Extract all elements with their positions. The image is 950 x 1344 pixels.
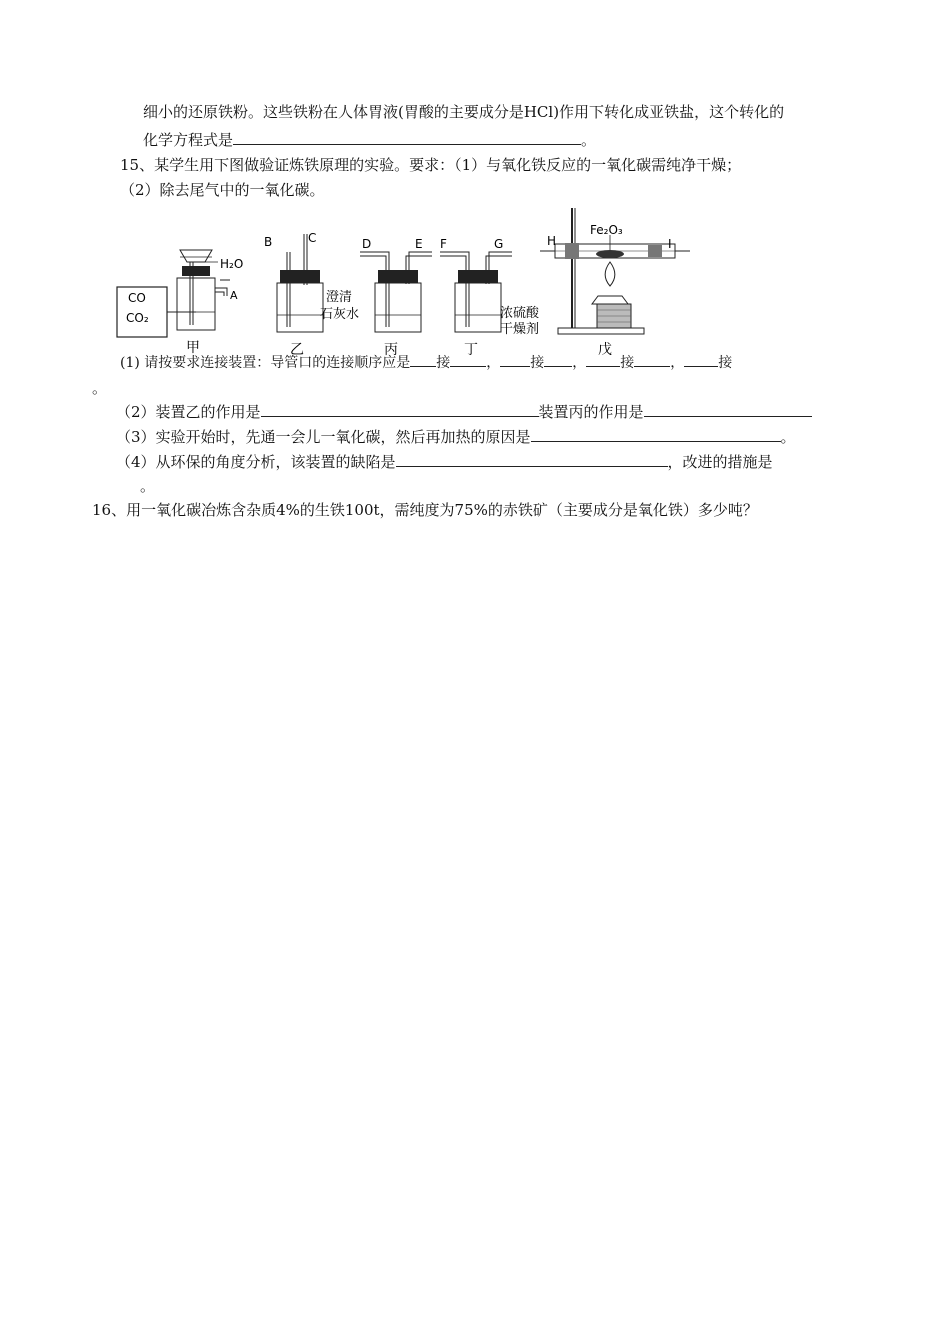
- gas-co-label: CO: [128, 291, 146, 305]
- port-h-label: H: [547, 234, 557, 248]
- q15-sub1-comma-1: ，: [486, 355, 501, 371]
- q15-sub1-end: 。: [92, 379, 108, 397]
- q15-sub2-blank-a[interactable]: [261, 402, 539, 417]
- q15-sub1-blank-1[interactable]: [410, 352, 436, 367]
- q15-sub1-line: [120, 352, 732, 373]
- q15-sub1-blank-4[interactable]: [544, 352, 572, 367]
- q14-line2-prefix: 化学方程式是: [143, 131, 234, 149]
- q14-answer-blank[interactable]: [233, 130, 581, 145]
- q15-sub1-blank-5[interactable]: [586, 352, 620, 367]
- port-c-label: C: [308, 231, 317, 245]
- port-f-label: F: [440, 237, 447, 251]
- q16-text: 16、用一氧化碳冶炼含杂质4%的生铁100t，需纯度为75%的赤铁矿（主要成分是氧化铁）多少吨？: [92, 501, 758, 519]
- q15-sub4-label-a: （4）从环保的角度分析，该装置的缺陷是: [116, 453, 396, 471]
- q15-intro-line1: 15、某学生用下图做验证炼铁原理的实验。要求：（1）与氧化铁反应的一氧化碳需纯净干燥；: [120, 156, 742, 174]
- q15-sub1-jie-4: 接: [718, 355, 733, 371]
- label-wu: 戊: [598, 342, 612, 358]
- q15-sub3-blank[interactable]: [531, 427, 781, 442]
- q15-sub4-line: [116, 452, 773, 472]
- label-bing: 丙: [384, 342, 398, 358]
- q15-sub1-blank-7[interactable]: [684, 352, 718, 367]
- q15-sub4-blank[interactable]: [396, 452, 668, 467]
- port-b-label: B: [264, 235, 273, 249]
- q14-line2-suffix: 。: [581, 131, 597, 149]
- q15-sub1-blank-6[interactable]: [634, 352, 670, 367]
- q15-sub3-end: 。: [780, 428, 796, 446]
- q15-sub3-label: （3）实验开始时，先通一会儿一氧化碳，然后再加热的原因是: [116, 428, 531, 446]
- limewater-label-2: 石灰水: [320, 307, 360, 322]
- q15-sub1-blank-2[interactable]: [450, 352, 486, 367]
- port-i-label: I: [668, 237, 672, 251]
- label-yi: 乙: [290, 342, 304, 358]
- q15-sub2-label-b: 装置丙的作用是: [538, 403, 644, 421]
- q15-sub2-line: [116, 402, 812, 422]
- apparatus-figure: [100, 200, 700, 365]
- port-a-label: A: [230, 289, 238, 302]
- q14-line1: 细小的还原铁粉。这些铁粉在人体胃液(胃酸的主要成分是HCl)作用下转化成亚铁盐，这个转化的: [143, 103, 785, 121]
- q15-sub2-blank-b[interactable]: [644, 402, 812, 417]
- q15-sub1-jie-3: 接: [620, 355, 635, 371]
- h2so4-label-2: 干燥剂: [500, 322, 540, 337]
- q15-sub1-comma-3: ，: [670, 355, 685, 371]
- q15-sub1-comma-2: ，: [572, 355, 587, 371]
- q15-sub4-label-b: ，改进的措施是: [667, 453, 773, 471]
- limewater-label-1: 澄清: [326, 290, 353, 305]
- h2o-label: H₂O: [220, 257, 244, 271]
- q15-sub3-line: [116, 427, 796, 447]
- label-jia: 甲: [186, 340, 200, 356]
- gas-co2-label: CO₂: [126, 311, 149, 325]
- q15-sub1-jie-2: 接: [530, 355, 545, 371]
- label-ding: 丁: [464, 342, 478, 358]
- q15-sub1-blank-3[interactable]: [500, 352, 530, 367]
- q15-sub1-jie-1: 接: [436, 355, 451, 371]
- h2so4-label-1: 浓硫酸: [500, 306, 540, 321]
- port-e-label: E: [415, 237, 423, 251]
- q15-intro-line2: （2）除去尾气中的一氧化碳。: [120, 181, 325, 199]
- q15-sub1-text: (1) 请按要求连接装置：导管口的连接顺序应是: [120, 355, 411, 371]
- q14-line2: [143, 130, 596, 150]
- port-d-label: D: [362, 237, 372, 251]
- q15-sub2-label-a: （2）装置乙的作用是: [116, 403, 261, 421]
- q15-sub4-end: 。: [140, 477, 156, 495]
- port-g-label: G: [494, 237, 504, 251]
- fe2o3-label: Fe₂O₃: [590, 223, 623, 237]
